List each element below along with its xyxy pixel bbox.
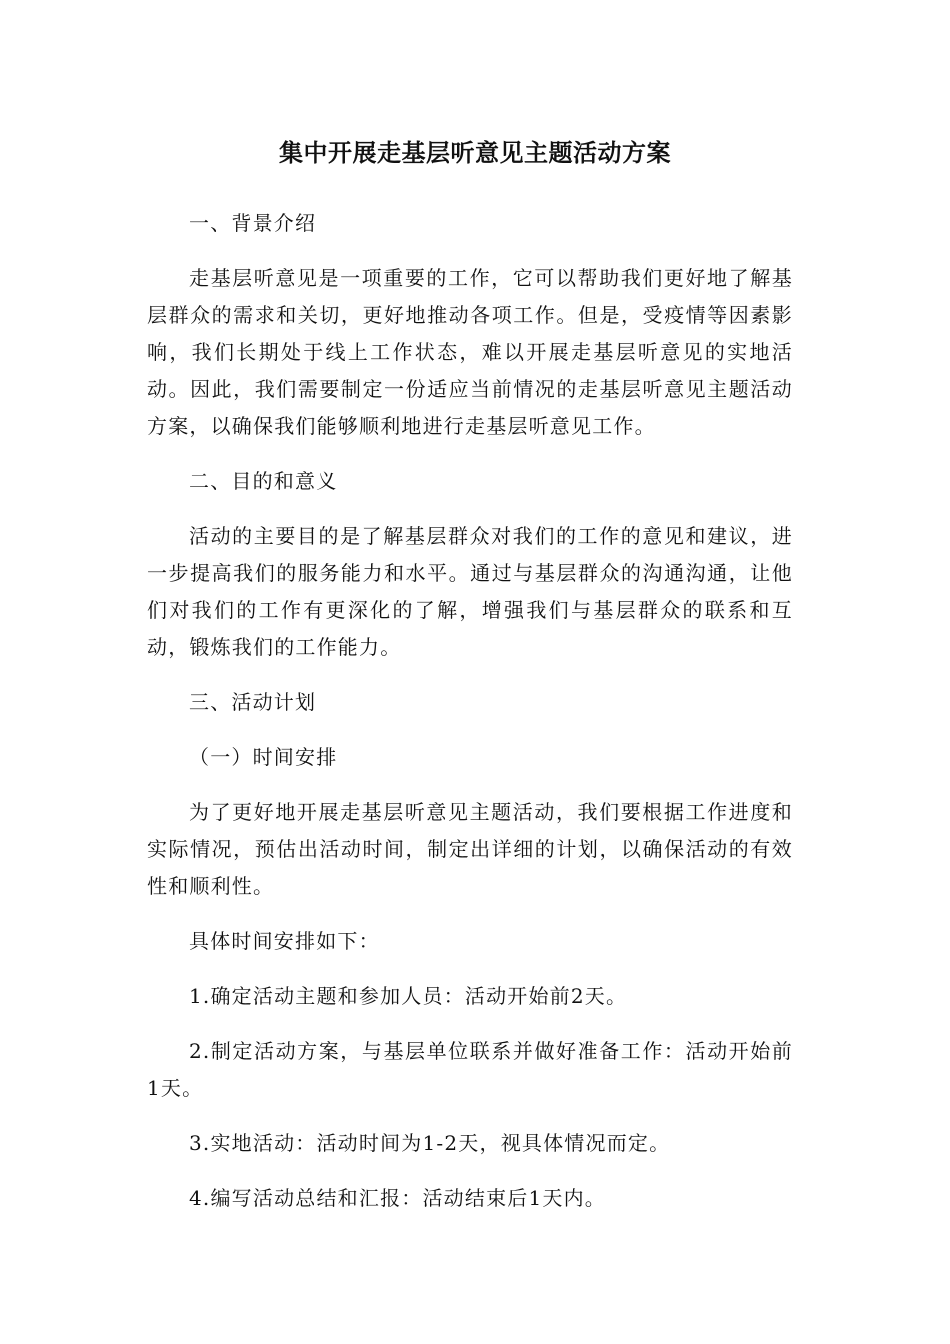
section-heading-plan: 三、活动计划 xyxy=(189,690,317,714)
schedule-intro: 具体时间安排如下： xyxy=(189,929,380,953)
section-heading-background: 一、背景介绍 xyxy=(189,211,317,235)
document-title: 集中开展走基层听意见主题活动方案 xyxy=(279,139,671,167)
paragraph-schedule: 为了更好地开展走基层听意见主题活动，我们要根据工作进度和实际情况，预估出活动时间，制定出详细的计划，以确保活动的有效性和顺利性。 xyxy=(147,800,793,898)
section-heading-purpose: 二、目的和意义 xyxy=(189,469,338,493)
paragraph-background: 走基层听意见是一项重要的工作，它可以帮助我们更好地了解基层群众的需求和关切，更好地推动各项工作。但是，受疫情等因素影响，我们长期处于线上工作状态，难以开展走基层听意见的实地活动。因此，我们需要制定一份适应当前情况的走基层听意见主题活动方案，以确保我们能够顺利地进行走基层听意见工作。 xyxy=(147,266,793,438)
document-body xyxy=(147,205,793,1235)
schedule-item-4: 4.编写活动总结和汇报：活动结束后1天内。 xyxy=(189,1186,607,1210)
subheading-schedule: （一）时间安排 xyxy=(189,745,338,769)
schedule-item-1: 1.确定活动主题和参加人员：活动开始前2天。 xyxy=(189,984,628,1008)
schedule-item-2: 2.制定活动方案，与基层单位联系并做好准备工作：活动开始前1天。 xyxy=(147,1039,793,1100)
schedule-item-3: 3.实地活动：活动时间为1-2天，视具体情况而定。 xyxy=(189,1131,671,1155)
paragraph-purpose: 活动的主要目的是了解基层群众对我们的工作的意见和建议，进一步提高我们的服务能力和水平。通过与基层群众的沟通沟通，让他们对我们的工作有更深化的了解，增强我们与基层群众的联系和互动，锻炼我们的工作能力。 xyxy=(147,524,793,659)
